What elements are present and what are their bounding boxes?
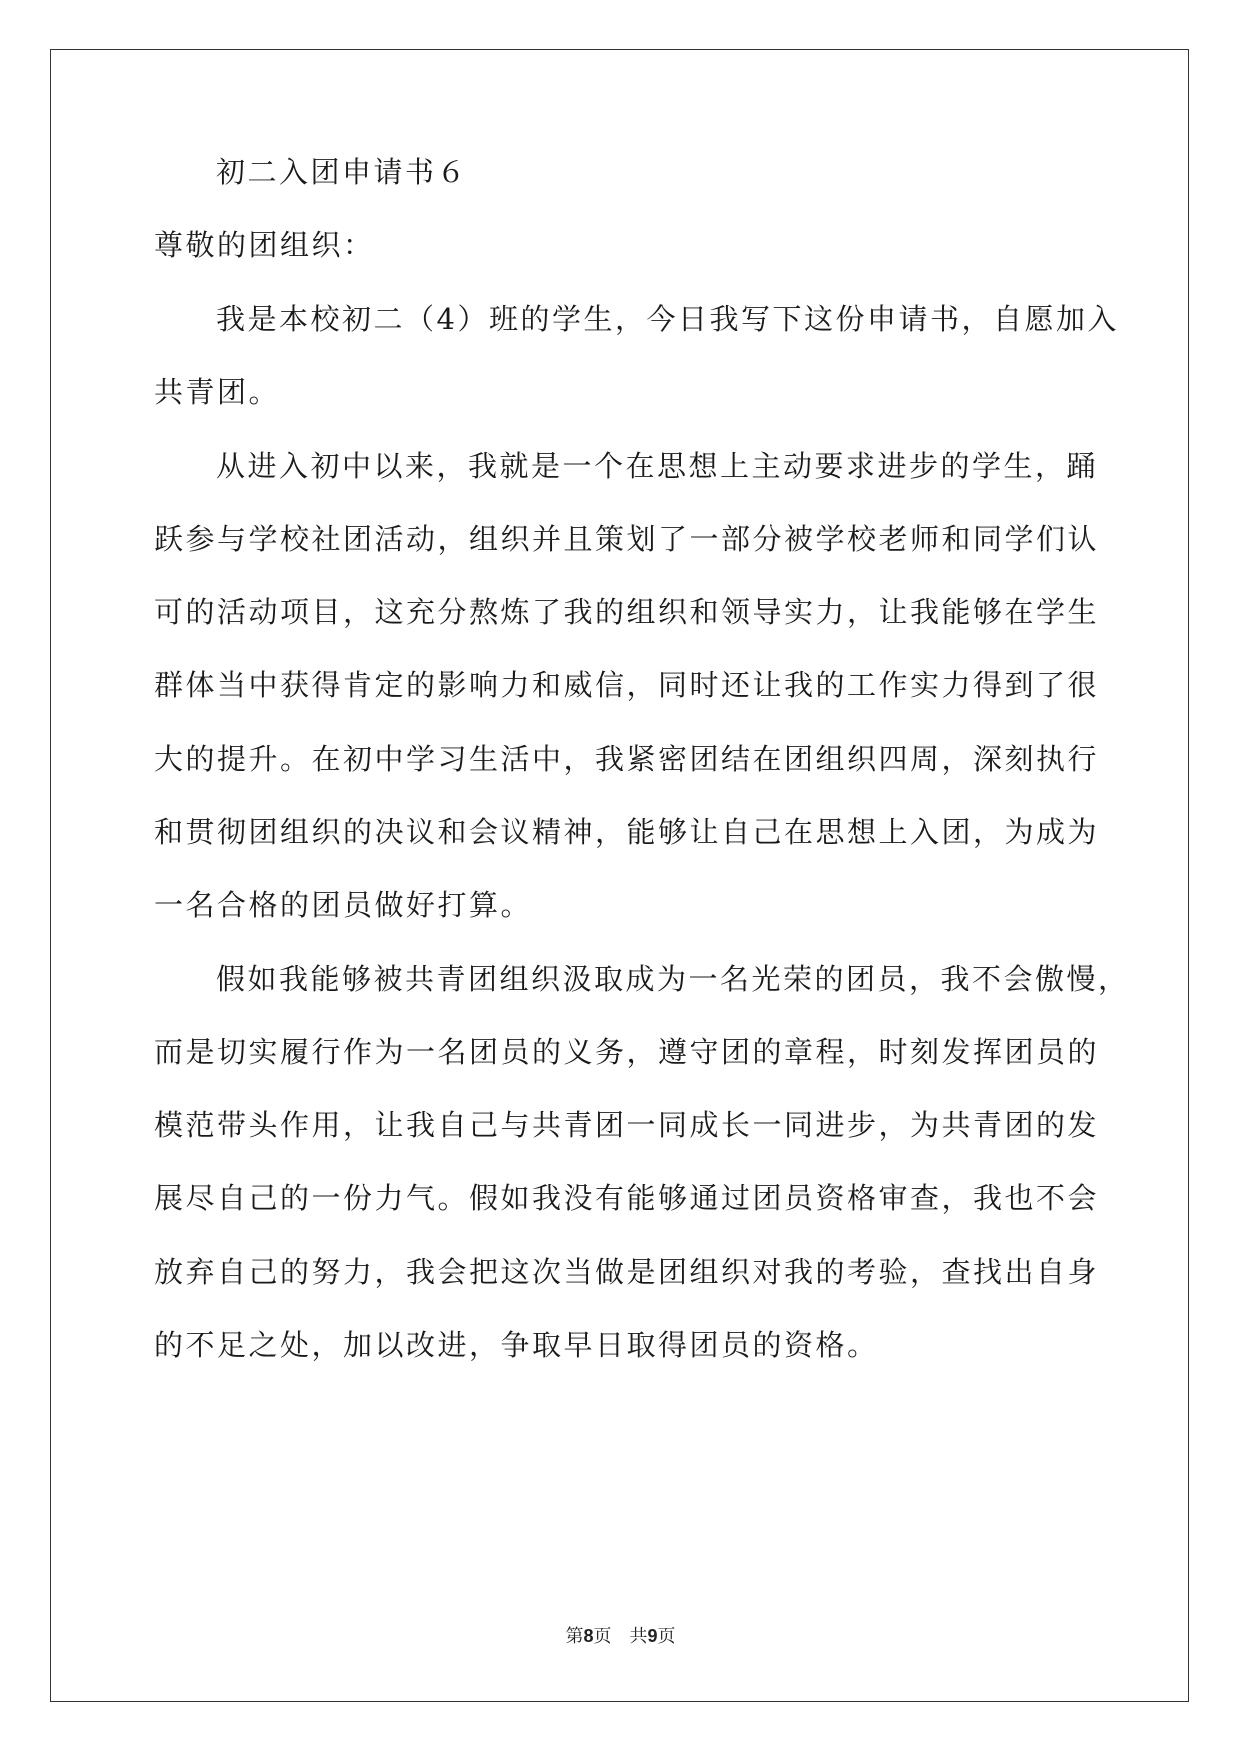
document-title: 初二入团申请书６ — [216, 155, 469, 189]
body-line: 而是切实履行作为一名团员的义务，遵守团的章程，时刻发挥团员的 — [154, 1035, 1100, 1069]
body-line: 共青团。 — [154, 375, 281, 409]
body-line: 我是本校初二（4）班的学生，今日我写下这份申请书，自愿加入 — [216, 302, 1119, 336]
body-line: 群体当中获得肯定的影响力和威信，同时还让我的工作实力得到了很 — [154, 668, 1100, 702]
body-line: 一名合格的团员做好打算。 — [154, 888, 533, 922]
body-line: 大的提升。在初中学习生活中，我紧密团结在团组织四周，深刻执行 — [154, 742, 1100, 776]
body-line: 模范带头作用，让我自己与共青团一同成长一同进步，为共青团的发 — [154, 1108, 1100, 1142]
footer-prefix: 第 — [565, 1626, 584, 1647]
body-line: 的不足之处，加以改进，争取早日取得团员的资格。 — [154, 1328, 879, 1362]
body-line: 和贯彻团组织的决议和会议精神，能够让自己在思想上入团，为成为 — [154, 815, 1100, 849]
body-line: 跃参与学校社团活动，组织并且策划了一部分被学校老师和同学们认 — [154, 522, 1100, 556]
footer-suffix: 页 — [657, 1626, 676, 1647]
page-border — [50, 49, 1189, 1702]
salutation: 尊敬的团组织： — [154, 228, 375, 262]
body-line: 展尽自己的一份力气。假如我没有能够通过团员资格审查，我也不会 — [154, 1181, 1100, 1215]
current-page-number: 8 — [583, 1626, 594, 1646]
total-pages-number: 9 — [647, 1626, 658, 1646]
page-footer — [0, 1624, 1241, 1649]
body-line: 放弃自己的努力，我会把这次当做是团组织对我的考验，查找出自身 — [154, 1255, 1100, 1289]
body-line: 可的活动项目，这充分熬炼了我的组织和领导实力，让我能够在学生 — [154, 595, 1100, 629]
body-line: 假如我能够被共青团组织汲取成为一名光荣的团员，我不会傲慢， — [216, 962, 1130, 996]
body-line: 从进入初中以来，我就是一个在思想上主动要求进步的学生，踊 — [216, 449, 1099, 483]
footer-middle: 页 共 — [593, 1626, 648, 1647]
